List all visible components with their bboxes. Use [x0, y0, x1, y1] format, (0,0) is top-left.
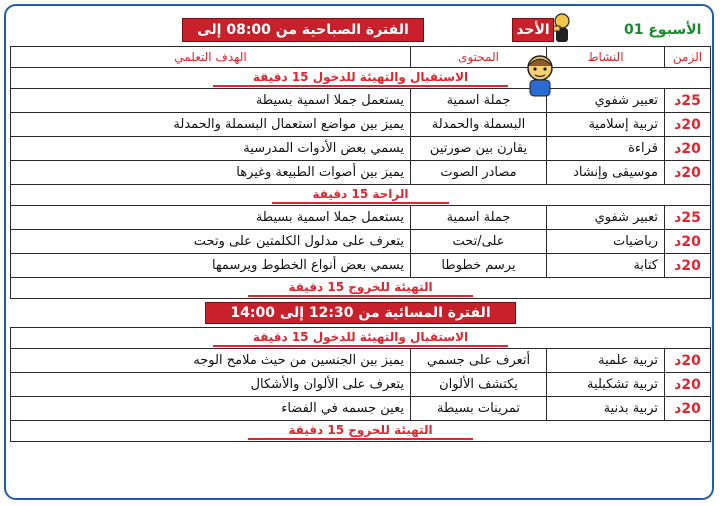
time-cell: 25د [665, 89, 711, 113]
time-cell: 20د [665, 161, 711, 185]
table-row [11, 137, 711, 161]
goal-cell: يميز بين الجنسين من حيث ملامح الوجه [11, 349, 411, 373]
col-header-goal: الهدف التعلمي [11, 47, 411, 68]
goal-cell: يميز بين أصوات الطبيعة وغيرها [11, 161, 411, 185]
time-cell: 20د [665, 137, 711, 161]
session-row [11, 299, 711, 328]
goal-cell: يستعمل جملا اسمية بسيطة [11, 206, 411, 230]
reception-pm-banner: الاستقبال والتهيئة للدخول 15 دقيقة [213, 329, 508, 347]
goal-cell: يعين جسمه في الفضاء [11, 397, 411, 421]
time-cell: 20د [665, 397, 711, 421]
time-cell: 25د [665, 206, 711, 230]
activity-cell: رياضيات [547, 230, 665, 254]
activity-cell: تعبير شفوي [547, 206, 665, 230]
table-row [11, 349, 711, 373]
col-header-time: الزمن [665, 47, 711, 68]
content-cell: البسملة والحمدلة [411, 113, 547, 137]
time-cell: 20د [665, 373, 711, 397]
activity-cell: موسيقى وإنشاد [547, 161, 665, 185]
reception-banner: الاستقبال والتهيئة للدخول 15 دقيقة [213, 69, 508, 87]
content-cell: جملة اسمية [411, 206, 547, 230]
table-row [11, 161, 711, 185]
col-header-activity: النشاط [547, 47, 665, 68]
exit-prep-pm-banner: التهيئة للخروج 15 دقيقة [248, 422, 472, 440]
banner-row [11, 328, 711, 349]
content-cell: تمرينات بسيطة [411, 397, 547, 421]
content-cell: أتعرف على جسمي [411, 349, 547, 373]
time-cell: 20د [665, 254, 711, 278]
goal-cell: يستعمل جملا اسمية بسيطة [11, 89, 411, 113]
cartoon-boy-icon [520, 52, 560, 100]
week-label: الأسبوع 01 [624, 22, 702, 38]
col-header-content: المحتوى [411, 47, 547, 68]
banner-row [11, 68, 711, 89]
goal-cell: يسمي بعض أنواع الخطوط ويرسمها [11, 254, 411, 278]
activity-cell: تعبير شفوي [547, 89, 665, 113]
banner-row [11, 185, 711, 206]
time-cell: 20د [665, 113, 711, 137]
activity-cell: تربية تشكيلية [547, 373, 665, 397]
banner-row [11, 278, 711, 299]
content-cell: يقارن بين صورتين [411, 137, 547, 161]
content-cell: على/تحت [411, 230, 547, 254]
goal-cell: يتعرف على مدلول الكلمتين على وتحت [11, 230, 411, 254]
table-row [11, 397, 711, 421]
morning-session-title: الفترة الصباحية من 08:00 إلى 11:15 [182, 18, 424, 42]
goal-cell: يسمي بعض الأدوات المدرسية [11, 137, 411, 161]
break-banner: الراحة 15 دقيقة [272, 186, 448, 204]
evening-session-title: الفترة المسائية من 12:30 إلى 14:00 [205, 302, 515, 324]
content-cell: يكتشف الألوان [411, 373, 547, 397]
time-cell: 20د [665, 230, 711, 254]
table-row [11, 206, 711, 230]
goal-cell: يميز بين مواضع استعمال البسملة والحمدلة [11, 113, 411, 137]
activity-cell: تربية بدنية [547, 397, 665, 421]
banner-row [11, 421, 711, 442]
table-row [11, 230, 711, 254]
content-cell: مصادر الصوت [411, 161, 547, 185]
table-row [11, 113, 711, 137]
schedule-table [10, 46, 711, 442]
goal-cell: يتعرف على الألوان والأشكال [11, 373, 411, 397]
time-cell: 20د [665, 349, 711, 373]
table-row [11, 89, 711, 113]
table-row [11, 254, 711, 278]
table-header-row [11, 47, 711, 68]
activity-cell: تربية إسلامية [547, 113, 665, 137]
activity-cell: قراءة [547, 137, 665, 161]
activity-cell: تربية علمية [547, 349, 665, 373]
content-cell: يرسم خطوطا [411, 254, 547, 278]
day-label: الأحد [512, 18, 554, 42]
content-cell: جملة اسمية [411, 89, 547, 113]
activity-cell: كتابة [547, 254, 665, 278]
exit-prep-banner: التهيئة للخروج 15 دقيقة [248, 279, 472, 297]
table-row [11, 373, 711, 397]
